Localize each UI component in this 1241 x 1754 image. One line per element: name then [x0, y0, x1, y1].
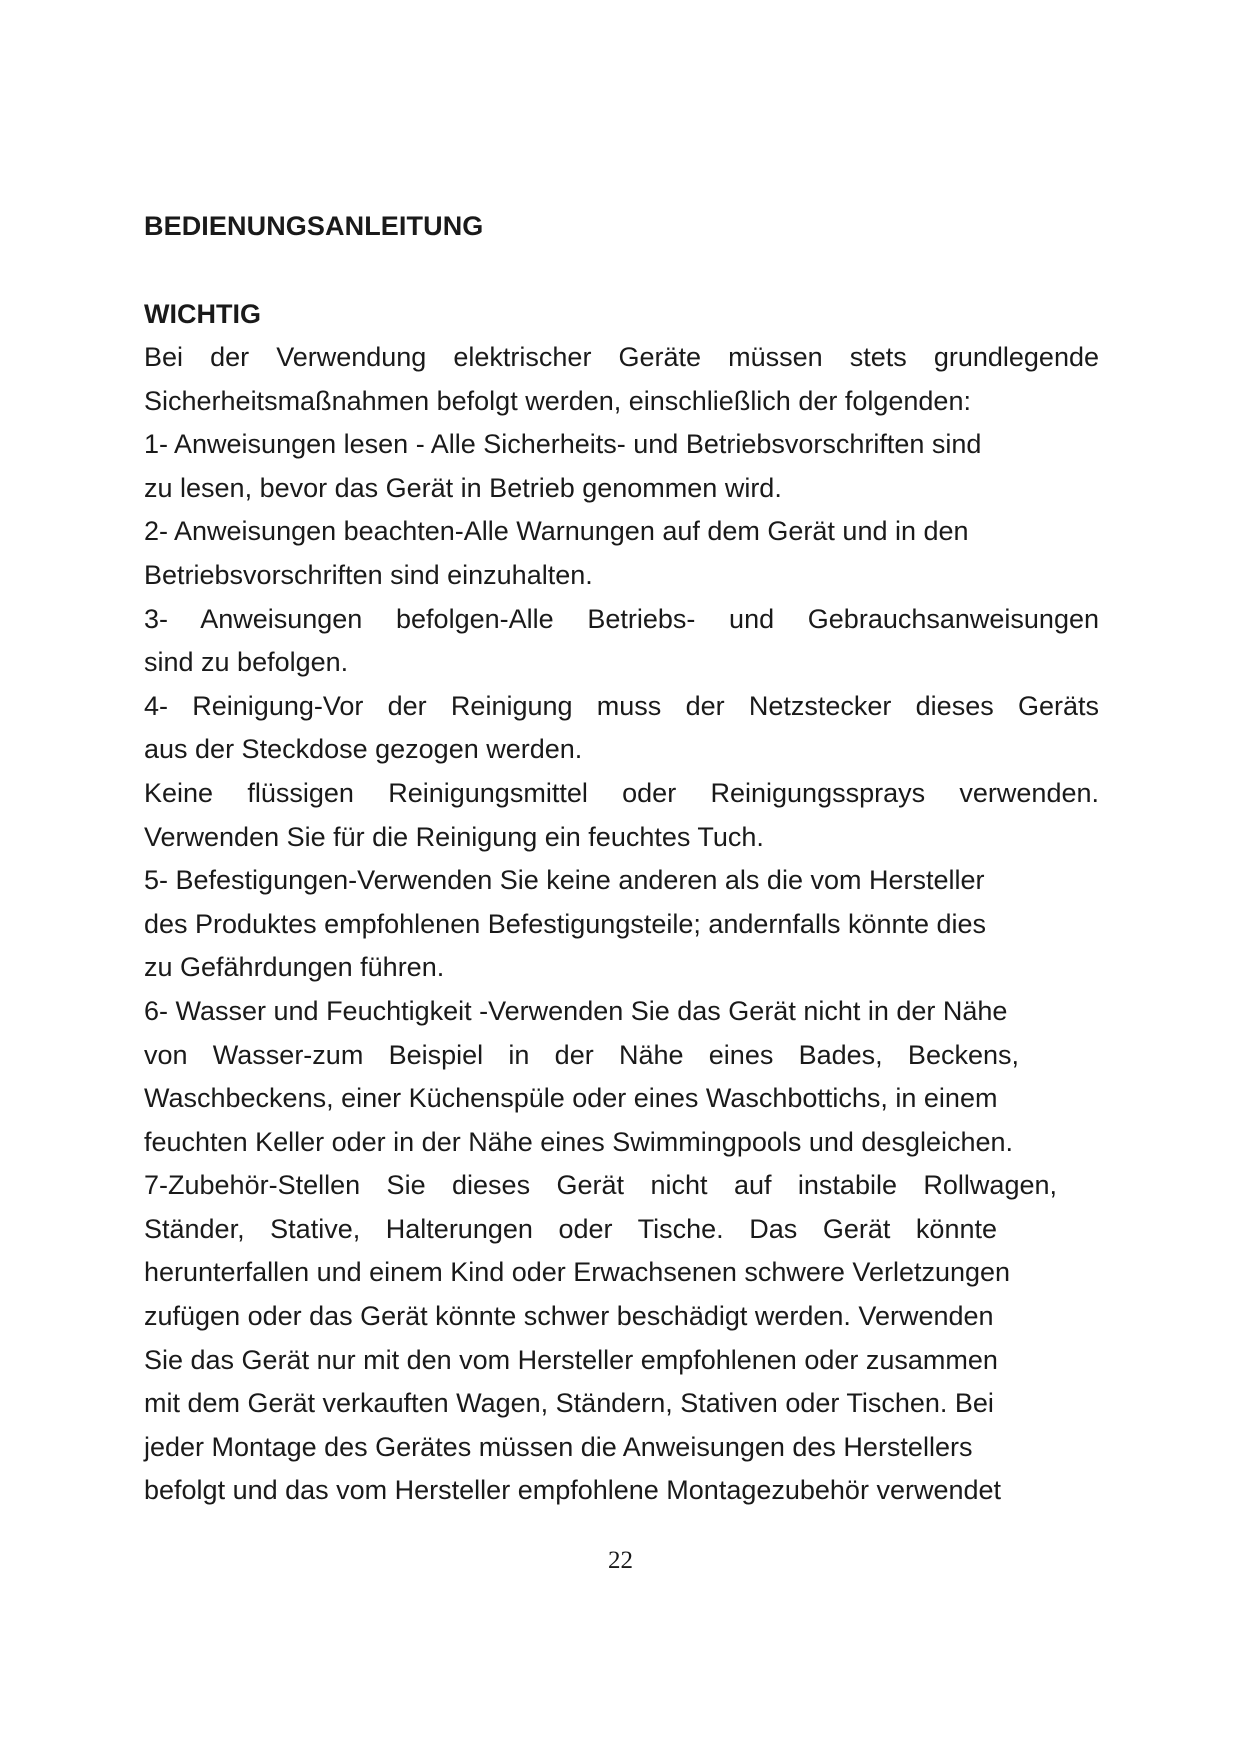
text-line: feuchten Keller oder in der Nähe eines Swimmingpools und desgleichen. — [144, 1126, 1014, 1157]
text-line: herunterfallen und einem Kind oder Erwachsenen schwere Verletzungen — [144, 1257, 1011, 1288]
text-line: 7-Zubehör-Stellen Sie dieses Gerät nicht auf instabile Rollwagen, — [144, 1170, 1057, 1201]
text-line: zufügen oder das Gerät könnte schwer beschädigt werden. Verwenden — [144, 1301, 994, 1332]
text-line: Bei der Verwendung elektrischer Geräte müssen stets grundlegende — [144, 342, 1099, 372]
text-line: Ständer, Stative, Halterungen oder Tische. Das Gerät könnte — [144, 1213, 997, 1244]
text-line: mit dem Gerät verkauften Wagen, Ständern, Stativen oder Tischen. Bei — [144, 1388, 994, 1419]
text-line: 2- Anweisungen beachten-Alle Warnungen auf dem Gerät und in den — [144, 516, 969, 547]
page-number: 22 — [608, 1547, 633, 1574]
text-line: zu lesen, bevor das Gerät in Betrieb genommen wird. — [144, 472, 782, 503]
body-text — [144, 336, 1099, 1513]
text-line: Waschbeckens, einer Küchenspüle oder eines Waschbottichs, in einem — [144, 1083, 998, 1114]
text-line: 1- Anweisungen lesen - Alle Sicherheits- und Betriebsvorschriften sind — [144, 429, 982, 460]
page-content — [144, 204, 1099, 1513]
text-line: befolgt und das vom Hersteller empfohlene Montagezubehör verwendet — [144, 1475, 1002, 1506]
text-line: sind zu befolgen. — [144, 647, 349, 678]
text-line: von Wasser-zum Beispiel in der Nähe eines Bades, Beckens, — [144, 1039, 1019, 1070]
text-line: Verwenden Sie für die Reinigung ein feuchtes Tuch. — [144, 821, 764, 852]
section-heading: WICHTIG — [144, 299, 261, 329]
text-line: des Produktes empfohlenen Befestigungsteile; andernfalls könnte dies — [144, 908, 987, 939]
text-line: 6- Wasser und Feuchtigkeit -Verwenden Sie das Gerät nicht in der Nähe — [144, 995, 1008, 1026]
text-line: 4- Reinigung-Vor der Reinigung muss der Netzstecker dieses Geräts — [144, 690, 1099, 721]
text-line: zu Gefährdungen führen. — [144, 952, 445, 983]
text-line: aus der Steckdose gezogen werden. — [144, 734, 583, 765]
text-line: Keine flüssigen Reinigungsmittel oder Reinigungssprays verwenden. — [144, 777, 1099, 808]
text-line: Sie das Gerät nur mit den vom Hersteller empfohlenen oder zusammen — [144, 1344, 998, 1375]
document-title: BEDIENUNGSANLEITUNG — [144, 211, 484, 241]
text-line: Sicherheitsmaßnahmen befolgt werden, einschließlich der folgenden: — [144, 385, 971, 416]
text-line: jeder Montage des Gerätes müssen die Anweisungen des Herstellers — [144, 1431, 973, 1462]
text-line: 5- Befestigungen-Verwenden Sie keine anderen als die vom Hersteller — [144, 865, 985, 896]
text-line: 3- Anweisungen befolgen-Alle Betriebs- und Gebrauchsanweisungen — [144, 603, 1099, 634]
text-line: Betriebsvorschriften sind einzuhalten. — [144, 559, 593, 590]
